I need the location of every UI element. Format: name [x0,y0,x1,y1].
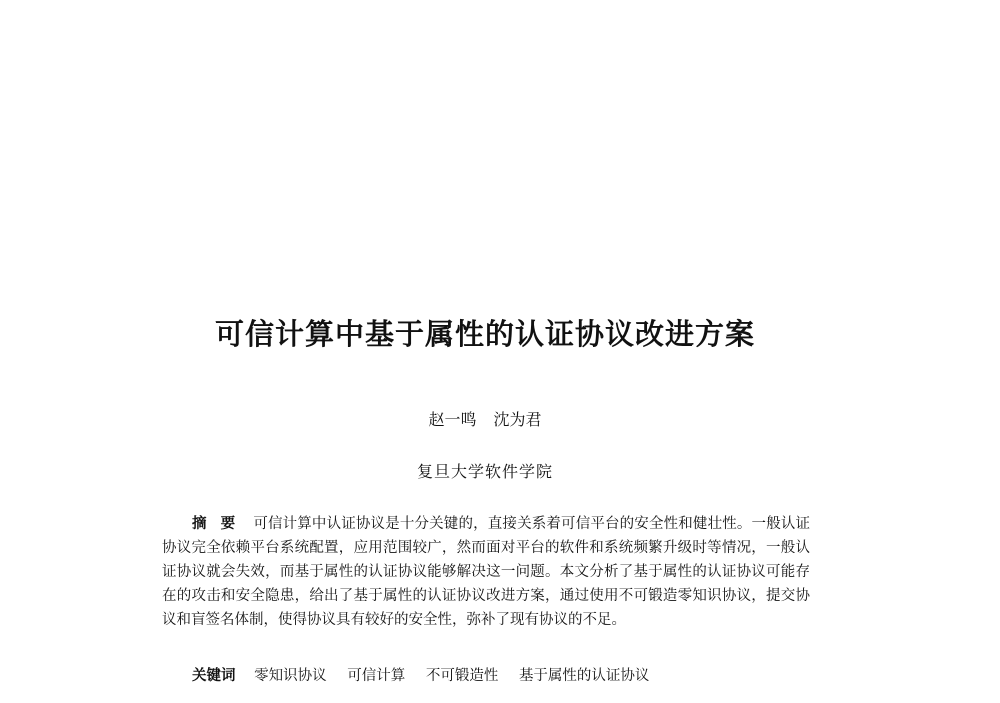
author-name: 赵一鸣 [428,410,477,429]
abstract-label: 摘要 [192,516,250,532]
abstract [162,512,810,632]
author-list [0,407,970,430]
keywords [192,664,665,685]
keyword: 零知识协议 [254,668,327,684]
keyword: 不可锻造性 [425,668,499,684]
keywords-label: 关键词 [192,668,236,684]
affiliation: 复旦大学软件学院 [416,462,553,481]
keyword: 基于属性的认证协议 [518,668,650,684]
paper-title: 可信计算中基于属性的认证协议改进方案 [214,317,755,351]
author-name: 沈为君 [493,410,542,429]
keyword: 可信计算 [347,668,406,684]
abstract-text: 可信计算中认证协议是十分关键的，直接关系着可信平台的安全性和健壮性。一般认证协议完全依赖平台系统配置，应用范围较广，然而面对平台的软件和系统频繁升级时等情况，一般认证协议就会失效，而基于属性的认证协议能够解决这一问题。本文分析了基于属性的认证协议可能存在的攻击和安全隐患，给出了基于属性的认证协议改进方案，通过使用不可锻造零知识协议，提交协议和盲签名体制，使得协议具有较好的安全性，弥补了现有协议的不足。 [162,516,811,628]
